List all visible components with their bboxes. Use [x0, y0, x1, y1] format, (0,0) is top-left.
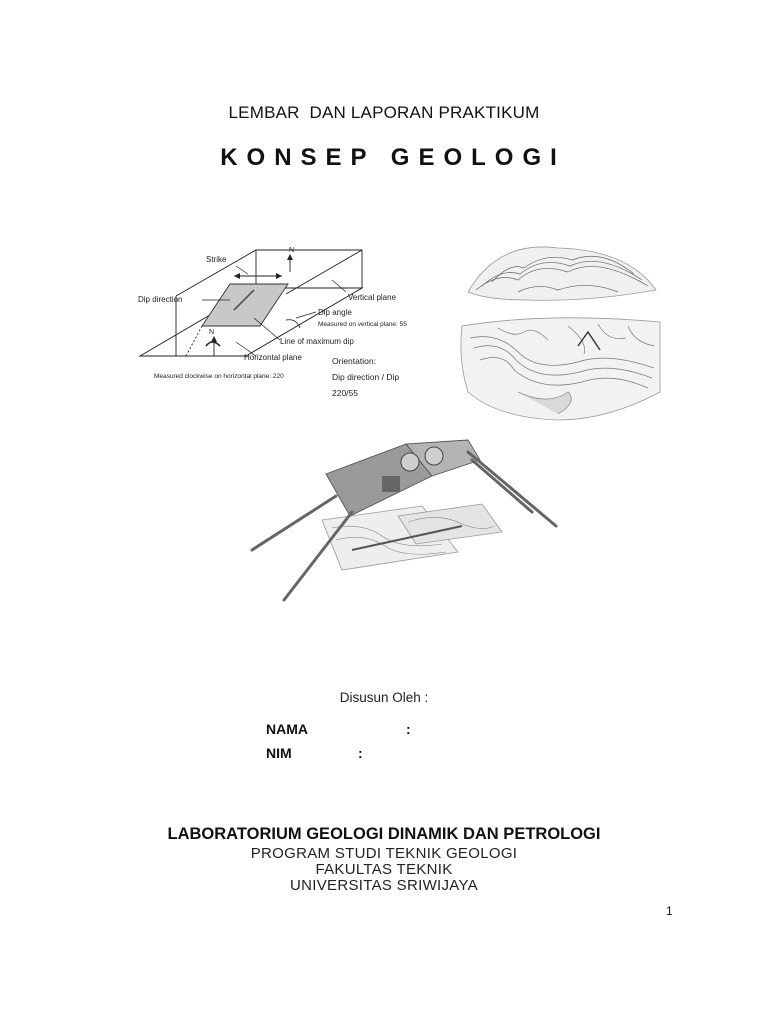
- study-program: PROGRAM STUDI TEKNIK GEOLOGI: [250, 845, 518, 862]
- document-title: KONSEP GEOLOGI: [220, 144, 566, 171]
- compiled-by-label: Disusun Oleh :: [339, 690, 429, 705]
- name-label: NAMA: [266, 721, 308, 737]
- label-measured-vertical: Measured on vertical plane: 55: [318, 321, 407, 328]
- topographic-map-illustration: [458, 242, 664, 422]
- label-vertical-plane: Vertical plane: [348, 293, 397, 302]
- label-north-top: N: [289, 247, 295, 254]
- nim-colon: :: [358, 745, 363, 761]
- name-colon: :: [406, 721, 411, 737]
- page-number: 1: [666, 904, 673, 918]
- faculty-name: FAKULTAS TEKNIK: [315, 861, 453, 878]
- label-strike: Strike: [206, 255, 227, 264]
- laboratory-name: LABORATORIUM GEOLOGI DINAMIK DAN PETROLOGI: [167, 825, 601, 843]
- nim-label: NIM: [266, 745, 292, 761]
- mirror-stereoscope-illustration: [232, 432, 568, 610]
- label-line-max-dip: Line of maximum dip: [280, 337, 354, 346]
- label-dip-direction: Dip direction: [138, 295, 183, 304]
- label-orientation-format: Dip direction / Dip: [332, 372, 400, 382]
- label-orientation: Orientation:: [332, 356, 376, 366]
- document-subtitle: LEMBAR DAN LAPORAN PRAKTIKUM: [228, 103, 540, 122]
- label-orientation-value: 220/55: [332, 388, 358, 398]
- label-dip-angle: Dip angle: [318, 308, 352, 317]
- label-measured-clockwise: Measured clockwise on horizontal plane: 220: [154, 373, 284, 380]
- university-name: UNIVERSITAS SRIWIJAYA: [290, 877, 478, 894]
- label-north-bottom: N: [209, 329, 215, 336]
- label-horizontal-plane: Horizontal plane: [244, 353, 302, 362]
- strike-dip-diagram: [136, 238, 456, 408]
